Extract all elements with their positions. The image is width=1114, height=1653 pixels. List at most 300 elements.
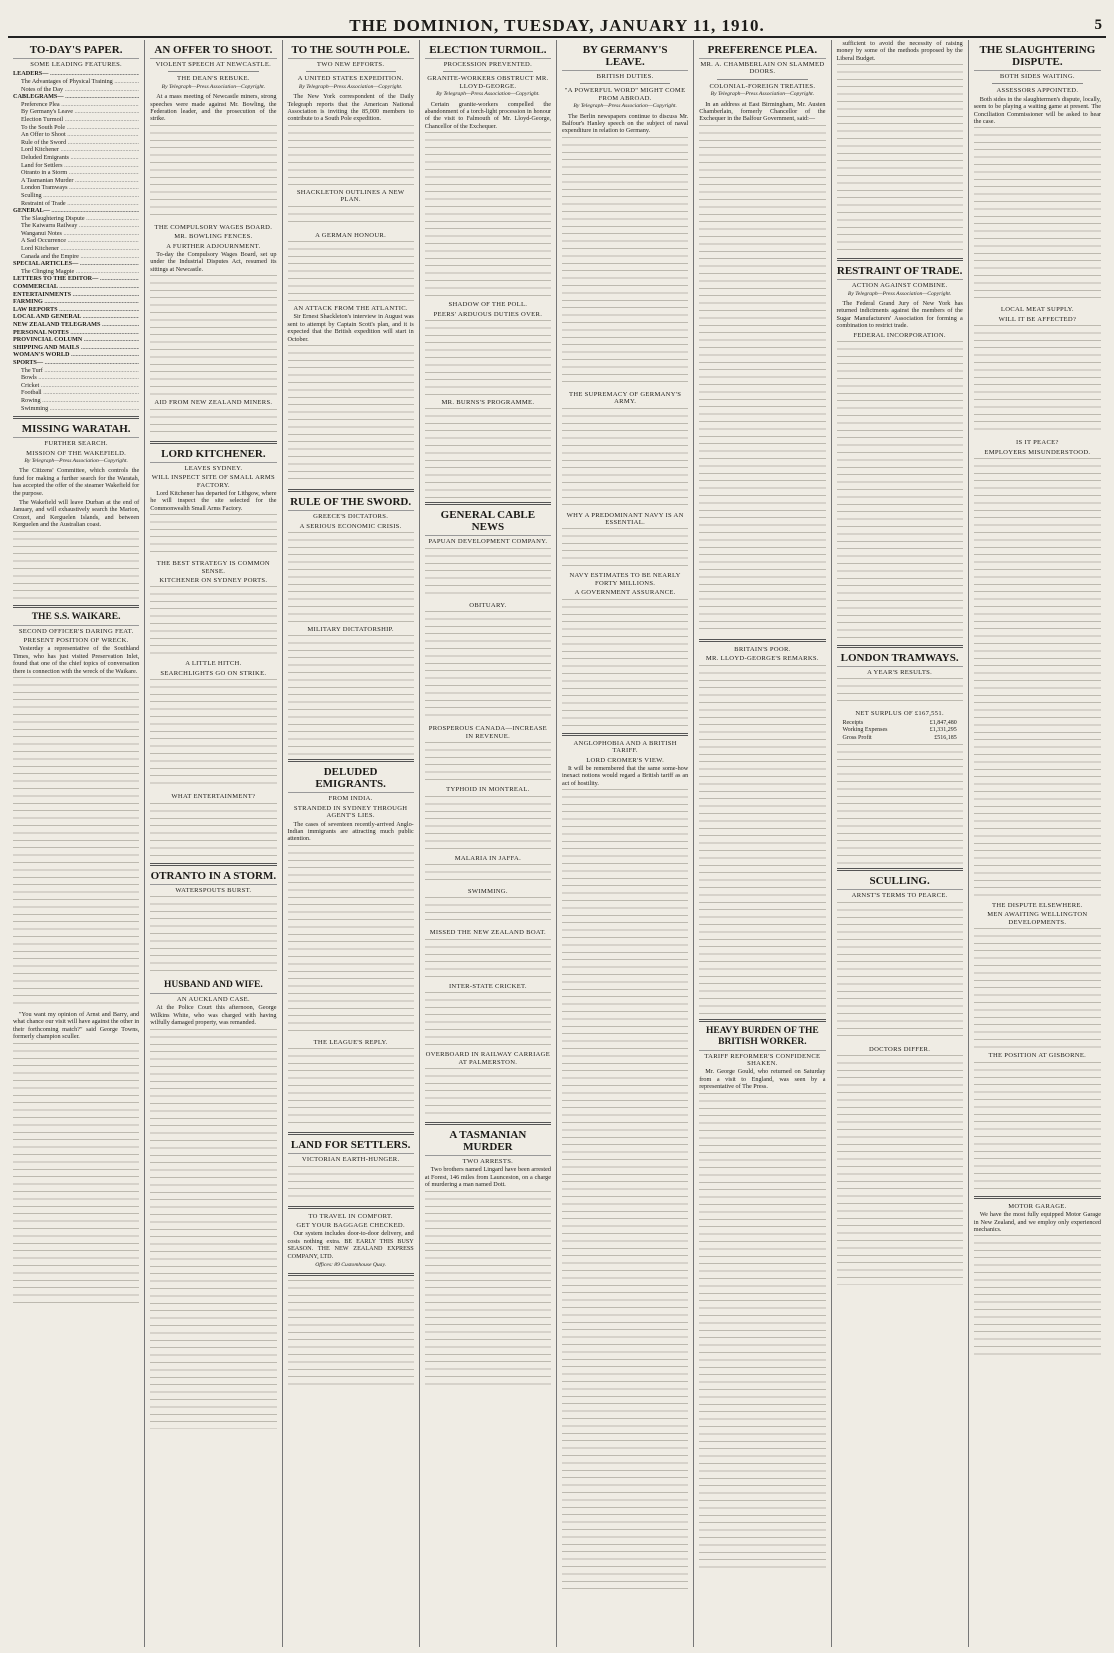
subheading: THE COMPULSORY WAGES BOARD. xyxy=(154,223,273,231)
index-entry xyxy=(13,321,139,329)
index-entry-label: LEADERS— ..... xyxy=(13,70,139,78)
table-row xyxy=(843,727,957,734)
index-entry-label: PROVINCIAL COLUMN ..... xyxy=(13,336,139,344)
subheading: NAVY ESTIMATES TO BE NEARLY FORTY MILLIONS. xyxy=(569,572,681,587)
body-text-block xyxy=(974,1062,1101,1192)
rule xyxy=(443,71,533,72)
waikare-heading: THE S.S. WAIKARE. xyxy=(13,612,139,626)
table-cell-value: £1,847,480 xyxy=(929,719,957,726)
index-entry xyxy=(13,374,139,382)
subheading: KITCHENER ON SYDNEY PORTS. xyxy=(159,576,268,584)
dateline: By Telegraph—Press Association—Copyright. xyxy=(436,91,540,98)
index-entry xyxy=(13,70,139,78)
divider xyxy=(425,1122,551,1125)
subheading: WHY A PREDOMINANT NAVY IS AN ESSENTIAL. xyxy=(566,511,684,527)
article-paragraph: Sir Ernest Shackleton's interview in August was sent to attempt by Captain Scott's plan, and it is expected that the British expedition will start in October. xyxy=(287,313,414,343)
masthead-title: THE DOMINION, TUESDAY, JANUARY 11, 1910. xyxy=(349,16,765,35)
index-entry xyxy=(13,389,139,397)
index-entry-label: LAW REPORTS ..... xyxy=(13,306,139,314)
body-text-block xyxy=(425,320,551,395)
body-text-block xyxy=(425,611,551,721)
article-paragraph: At the Police Court this afternoon, George Wilkins White, who was charged with having wilfully damaged property, was remanded. xyxy=(150,1004,277,1027)
missing-waratah-heading: MISSING WARATAH. xyxy=(13,423,139,438)
subheading: LOCAL MEAT SUPPLY. xyxy=(1000,306,1074,314)
article-paragraph: Mr. George Gould, who returned on Saturday from a visit to England, was seen by a representative of The Press. xyxy=(699,1068,826,1091)
index-entry-label: FARMING ..... xyxy=(13,298,139,306)
subheading: SWIMMING. xyxy=(467,887,508,895)
index-entry-label: Swimming ..... xyxy=(13,405,139,413)
divider xyxy=(837,258,963,261)
subheading: PRESENT POSITION OF WRECK. xyxy=(23,637,129,644)
index-entry-label: Election Turmoil ..... xyxy=(13,116,139,124)
subheading: OVERBOARD IN RAILWAY CARRIAGE AT PALMERSTON. xyxy=(425,1051,551,1066)
index-entry xyxy=(13,344,139,352)
subheading: A SERIOUS ECONOMIC CRISIS. xyxy=(299,522,402,530)
subheading: A YEAR'S RESULTS. xyxy=(867,669,933,677)
divider xyxy=(288,759,414,762)
column-3 xyxy=(283,40,420,1647)
index-entry-label: The Kaiwarra Railway ..... xyxy=(13,222,139,230)
body-text-block xyxy=(562,137,688,387)
index-entry xyxy=(13,169,139,177)
subheading: ANGLOPHOBIA AND A BRITISH TARIFF. xyxy=(573,739,677,755)
body-text-block xyxy=(13,531,139,601)
subheading: WILL IT BE AFFECTED? xyxy=(998,315,1077,323)
article-paragraph: Certain granite-workers compelled the abandonment of a torch-light procession in honour of the visit to Falmouth of Mr. Lloyd-George, Chancellor of the Exchequer. xyxy=(424,100,551,130)
subheading: PAPUAN DEVELOPMENT COMPANY. xyxy=(428,538,548,546)
article-paragraph: The New York correspondent of the Daily Telegraph reports that the American National Association is inviting the 85,000 members to contribute to a South Pole expedition. xyxy=(287,93,414,123)
subheading: BRITAIN'S POOR. xyxy=(734,645,791,653)
offer-to-shoot-heading: AN OFFER TO SHOOT. xyxy=(150,44,276,59)
index-entry-label: Preference Plea ..... xyxy=(13,101,139,109)
body-text-block xyxy=(150,1029,276,1429)
body-text-block xyxy=(425,897,551,925)
index-entry xyxy=(13,184,139,192)
body-text-block xyxy=(837,341,963,641)
subheading: INTER-STATE CRICKET. xyxy=(448,982,527,990)
advert-address: Offices: 89 Customhouse Quay. xyxy=(315,1262,387,1268)
index-entry-label: SPECIAL ARTICLES— ..... xyxy=(13,260,139,268)
body-text-block xyxy=(150,275,276,395)
article-paragraph: Lord Kitchener has departed for Lithgow, where he will inspect the site selected for the Commonwealth Small Arms Factory. xyxy=(150,489,277,512)
dateline: By Telegraph—Press Association—Copyright. xyxy=(298,83,403,90)
index-entry xyxy=(13,78,139,86)
index-entry-label: By Germany's Leave ..... xyxy=(13,108,139,116)
index-entry xyxy=(13,131,139,139)
table-cell-label: Working Expenses xyxy=(842,727,888,734)
column-5 xyxy=(557,40,694,1647)
tasmanian-murder-heading: A TASMANIAN MURDER xyxy=(425,1129,551,1156)
article-paragraph: In an address at East Birmingham, Mr. Austen Chamberlain, formerly Chancellor of the Exchequer in the Balfour Government, said:— xyxy=(699,100,826,123)
body-text-block xyxy=(974,458,1101,898)
body-text-block xyxy=(150,803,276,859)
restraint-of-trade-heading: RESTRAINT OF TRADE. xyxy=(837,265,963,280)
index-entry-label: Wanganui Notes ..... xyxy=(13,230,139,238)
article-paragraph: The cases of seventeen recently-arrived Anglo-Indian immigrants are attracting much public attention. xyxy=(287,820,414,843)
body-text-block xyxy=(425,132,551,297)
todays-paper-heading: TO-DAY'S PAPER. xyxy=(13,44,139,59)
subheading: VICTORIAN EARTH-HUNGER. xyxy=(301,1156,400,1164)
index-entry-label: PERSONAL NOTES ..... xyxy=(13,329,139,337)
index-entry xyxy=(13,283,139,291)
advert-body: We have the most fully equipped Motor Garage in New Zealand, and we employ only experienced mechanics. xyxy=(973,1211,1101,1233)
index-entry-label: The Slaughtering Dispute ..... xyxy=(13,215,139,223)
index-entry xyxy=(13,260,139,268)
index-entry xyxy=(13,275,139,283)
index-entry xyxy=(13,329,139,337)
body-text-block xyxy=(288,532,414,622)
subheading: FROM INDIA. xyxy=(328,795,373,803)
body-text-block xyxy=(837,64,963,254)
body-text-block xyxy=(974,928,1101,1048)
subheading: MR. A. CHAMBERLAIN ON SLAMMED DOORS. xyxy=(700,61,825,76)
subheading: THE POSITION AT GISBORNE. xyxy=(988,1052,1087,1060)
divider xyxy=(837,868,963,871)
index-entry xyxy=(13,139,139,147)
subheading: EMPLOYERS MISUNDERSTOOD. xyxy=(984,448,1091,456)
subheading: OBITUARY. xyxy=(469,601,507,609)
dateline: By Telegraph—Press Association—Copyright. xyxy=(710,91,815,98)
index-entry xyxy=(13,146,139,154)
divider xyxy=(288,489,414,492)
index-entry-label: NEW ZEALAND TELEGRAMS ..... xyxy=(13,321,139,329)
table-cell-label: Gross Profit xyxy=(842,734,872,741)
index-entry-label: The Turf ..... xyxy=(13,367,139,375)
body-text-block xyxy=(288,345,414,485)
subheading: MISSION OF THE WAKEFIELD. xyxy=(26,449,127,457)
rule xyxy=(992,83,1083,84)
index-entry-label: COMMERCIAL ..... xyxy=(13,283,139,291)
table-cell-value: £1,331,295 xyxy=(929,727,957,734)
subheading: ARNST'S TERMS TO PEARCE. xyxy=(851,892,948,900)
subheading: LEAVES SYDNEY. xyxy=(184,464,243,472)
subheading: COLONIAL-FOREIGN TREATIES. xyxy=(709,82,816,90)
article-paragraph: "You want my opinion of Arnst and Barry, and what chance our visit will have against the other in their forthcoming match?" said George Towns, formerly champion sculler. xyxy=(13,1011,140,1041)
germanys-leave-heading: BY GERMANY'S LEAVE. xyxy=(562,44,688,71)
body-text-block xyxy=(425,408,551,498)
subheading: A FURTHER ADJOURNMENT. xyxy=(166,242,261,250)
slaughtering-dispute-heading: THE SLAUGHTERING DISPUTE. xyxy=(974,44,1101,71)
body-text-block xyxy=(288,635,414,755)
subheading: SHACKLETON OUTLINES A NEW PLAN. xyxy=(296,188,405,204)
subheading: TWO NEW EFFORTS. xyxy=(316,61,385,68)
index-entry-label: Football ..... xyxy=(13,389,139,397)
table-row xyxy=(843,720,957,727)
index-entry-label: A Sad Occurrence ..... xyxy=(13,237,139,245)
body-text-block xyxy=(837,902,963,1042)
column-8 xyxy=(969,40,1106,1647)
index-entry xyxy=(13,268,139,276)
sculling-heading: SCULLING. xyxy=(837,875,963,890)
table-cell-value: £516,185 xyxy=(934,734,957,741)
index-entry-label: WOMAN'S WORLD ..... xyxy=(13,351,139,359)
body-text-block xyxy=(425,1191,551,1391)
body-text-block xyxy=(150,125,276,220)
lord-kitchener-heading: LORD KITCHENER. xyxy=(150,448,276,463)
article-paragraph: Two brothers named Lingard have been arrested at Forest, 146 miles from Launceston, on a charge of murdering a man named Dott. xyxy=(424,1166,551,1189)
subheading: A GOVERNMENT ASSURANCE. xyxy=(574,589,676,597)
index-entry-label: SHIPPING AND MAILS ..... xyxy=(13,344,139,352)
subheading: MR. LLOYD-GEORGE'S REMARKS. xyxy=(705,655,819,663)
table-cell-label: Receipts xyxy=(842,719,864,726)
body-text-block xyxy=(288,1280,414,1390)
subheading: THE DEAN'S REBUKE. xyxy=(177,75,250,83)
subheading: THE DISPUTE ELSEWHERE. xyxy=(992,902,1083,910)
index-entry-label: Land for Settlers ..... xyxy=(13,162,139,170)
index-entry xyxy=(13,200,139,208)
index-entry-label: Cricket ..... xyxy=(13,382,139,390)
column-6 xyxy=(694,40,831,1647)
index-entry xyxy=(13,291,139,299)
article-paragraph: Yesterday a representative of the Southland Times, who has just visited Preservation Inlet, found that one of the chief topics of conversation there is connection with the wreck of the Waikare. xyxy=(13,645,140,675)
subheading: MR. BURNS'S PROGRAMME. xyxy=(441,399,535,407)
subheading: ACTION AGAINST COMBINE. xyxy=(851,282,948,290)
subheading: FURTHER SEARCH. xyxy=(44,440,108,448)
divider xyxy=(974,1196,1101,1199)
column-1 xyxy=(8,40,145,1647)
subheading: NET SURPLUS OF £167,551. xyxy=(855,710,944,718)
index-entry xyxy=(13,192,139,200)
subheading: SEARCHLIGHTS GO ON STRIKE. xyxy=(160,669,267,677)
index-entry-label: Canada and the Empire ..... xyxy=(13,253,139,261)
body-text-block xyxy=(837,678,963,706)
husband-and-wife-heading: HUSBAND AND WIFE. xyxy=(150,980,276,994)
south-pole-heading: TO THE SOUTH POLE. xyxy=(288,44,414,59)
subheading: BRITISH DUTIES. xyxy=(596,73,654,80)
index-entry xyxy=(13,162,139,170)
column-7 xyxy=(832,40,969,1647)
subheading: AID FROM NEW ZEALAND MINERS. xyxy=(154,399,273,407)
body-text-block xyxy=(425,864,551,884)
index-entry-label: The Advantages of Physical Training ..... xyxy=(13,78,139,86)
body-text-block xyxy=(974,127,1101,302)
rule xyxy=(580,83,670,84)
index-entry xyxy=(13,86,139,94)
advert-heading: MOTOR GARAGE. xyxy=(1008,1202,1067,1210)
subheading: PROCESSION PREVENTED. xyxy=(443,61,533,68)
index-entry-label: LETTERS TO THE EDITOR— ..... xyxy=(13,275,139,283)
body-text-block xyxy=(150,409,276,437)
body-text-block xyxy=(699,665,825,1015)
subheading: A LITTLE HITCH. xyxy=(185,660,242,668)
subheading: SECOND OFFICER'S DARING FEAT. xyxy=(18,627,134,635)
divider xyxy=(699,1019,825,1022)
dateline: By Telegraph—Press Association—Copyright. xyxy=(24,457,128,464)
dateline: By Telegraph—Press Association—Copyright. xyxy=(573,103,677,110)
body-text-block xyxy=(562,789,688,1589)
table-row xyxy=(843,735,957,742)
land-for-settlers-heading: LAND FOR SETTLERS. xyxy=(288,1139,414,1154)
index-entry xyxy=(13,397,139,405)
subheading: DOCTORS DIFFER. xyxy=(869,1045,931,1053)
index-entry xyxy=(13,116,139,124)
subheading: "A POWERFUL WORD" MIGHT COME FROM ABROAD. xyxy=(564,87,686,102)
rule xyxy=(717,79,807,80)
column-grid xyxy=(8,40,1106,1647)
index-entry xyxy=(13,230,139,238)
index-entry xyxy=(13,298,139,306)
masthead xyxy=(8,6,1106,38)
index-entry xyxy=(13,245,139,253)
index-entry-label: An Offer to Shoot ..... xyxy=(13,131,139,139)
body-text-block xyxy=(699,1093,825,1573)
subheading: AN ATTACK FROM THE ATLANTIC. xyxy=(293,305,408,313)
divider xyxy=(288,1132,414,1135)
index-entry xyxy=(13,237,139,245)
subheading: A GERMAN HONOUR. xyxy=(315,231,387,239)
index-entry xyxy=(13,124,139,132)
dateline: By Telegraph—Press Association—Copyright. xyxy=(847,290,952,297)
body-text-block xyxy=(288,241,414,301)
index-entry xyxy=(13,93,139,101)
index-entry-label: Otranto in a Storm ..... xyxy=(13,169,139,177)
body-text-block xyxy=(974,325,1101,435)
index-entry xyxy=(13,382,139,390)
body-text-block xyxy=(425,992,551,1047)
index-entry-label: SPORTS— ..... xyxy=(13,359,139,367)
advert-heading: TO TRAVEL IN COMFORT. xyxy=(308,1212,393,1220)
index-entry-label: To the South Pole ..... xyxy=(13,124,139,132)
body-text-block xyxy=(837,744,963,864)
contents-index xyxy=(13,70,139,412)
subheading: A UNITED STATES EXPEDITION. xyxy=(297,75,404,83)
article-paragraph: The Citizens' Committee, which controls the fund for making a further search for the Waratah, has accepted the offer of the steamer Wakefield for the purpose. xyxy=(13,467,140,497)
body-text-block xyxy=(425,939,551,979)
divider xyxy=(425,502,551,505)
article-paragraph: The Wakefield will leave Durban at the end of January, and will exhaustively search the Marion, Crozet, and Kerguelen Islands, and between Kerguelen and the Australian coast. xyxy=(13,498,140,529)
subheading: MR. BOWLING FENCES. xyxy=(174,233,253,241)
index-entry-label: ENTERTAINMENTS ..... xyxy=(13,291,139,299)
divider xyxy=(288,1206,414,1209)
body-text-block xyxy=(562,408,688,508)
rule-of-the-sword-heading: RULE OF THE SWORD. xyxy=(288,496,414,511)
divider xyxy=(288,1273,414,1276)
general-cable-news-heading: GENERAL CABLE NEWS xyxy=(425,509,551,536)
index-entry-label: Lord Kitchener ..... xyxy=(13,245,139,253)
body-text-block xyxy=(13,677,139,1007)
subheading: MILITARY DICTATORSHIP. xyxy=(307,625,394,633)
column-2 xyxy=(145,40,282,1647)
index-entry-label: Lord Kitchener ..... xyxy=(13,146,139,154)
subheading: SHADOW OF THE POLL. xyxy=(448,301,528,309)
index-entry-label: A Tasmanian Murder ..... xyxy=(13,177,139,185)
subheading: FEDERAL INCORPORATION. xyxy=(853,331,946,339)
subheading: MISSED THE NEW ZEALAND BOAT. xyxy=(429,929,547,937)
preference-plea-heading: PREFERENCE PLEA. xyxy=(699,44,825,59)
article-paragraph: The Berlin newspapers continue to discuss Mr. Balfour's Hanley speech on the subject of naval expenditure in relation to Germany. xyxy=(562,112,689,135)
index-entry-label: Deluded Emigrants ..... xyxy=(13,154,139,162)
otranto-heading: OTRANTO IN A STORM. xyxy=(150,870,276,885)
index-entry-label: LOCAL AND GENERAL ..... xyxy=(13,313,139,321)
body-text-block xyxy=(288,1166,414,1202)
divider xyxy=(699,639,825,642)
subheading: IS IT PEACE? xyxy=(1016,439,1059,447)
body-text-block xyxy=(974,1235,1101,1355)
subheading: MEN AWAITING WELLINGTON DEVELOPMENTS. xyxy=(987,911,1088,926)
body-text-block xyxy=(562,528,688,568)
body-text-block xyxy=(150,679,276,789)
index-entry-label: Notes of the Day ..... xyxy=(13,86,139,94)
index-entry xyxy=(13,405,139,413)
heavy-burden-heading: HEAVY BURDEN OF THE BRITISH WORKER. xyxy=(699,1026,825,1051)
index-entry xyxy=(13,313,139,321)
subheading: TWO ARRESTS. xyxy=(462,1157,514,1165)
index-entry-label: Rowing ..... xyxy=(13,397,139,405)
index-entry-label: GENERAL— ..... xyxy=(13,207,139,215)
body-text-block xyxy=(150,896,276,976)
article-paragraph: Both sides in the slaughtermen's dispute, locally, seem to be playing a waiting game at present. The Conciliation Commissioner will be asked to hear the case. xyxy=(973,95,1101,126)
index-entry-label: Bowls ..... xyxy=(13,374,139,382)
index-entry xyxy=(13,108,139,116)
body-text-block xyxy=(699,125,825,635)
index-entry xyxy=(13,367,139,375)
article-paragraph: sufficient to avoid the necessity of raising money by some of the methods proposed by the Liberal Budget. xyxy=(836,40,963,62)
index-entry xyxy=(13,177,139,185)
tramways-figures-table xyxy=(843,720,957,742)
leading-features-subheading: SOME LEADING FEATURES. xyxy=(30,61,123,68)
subheading: PROSPEROUS CANADA—INCREASE IN REVENUE. xyxy=(428,725,547,740)
subheading: THE LEAGUE'S REPLY. xyxy=(313,1038,388,1046)
body-text-block xyxy=(425,1068,551,1118)
index-entry xyxy=(13,207,139,215)
divider xyxy=(837,645,963,648)
subheading: LORD CROMER'S VIEW. xyxy=(586,756,665,764)
body-text-block xyxy=(425,796,551,851)
index-entry xyxy=(13,215,139,223)
index-entry xyxy=(13,101,139,109)
column-4 xyxy=(420,40,557,1647)
subheading: BOTH SIDES WAITING. xyxy=(999,73,1075,80)
rule xyxy=(306,71,396,72)
subheading: WILL INSPECT SITE OF SMALL ARMS FACTORY. xyxy=(151,474,275,489)
subheading: GRANITE-WORKERS OBSTRUCT MR. LLOYD-GEORGE. xyxy=(427,75,549,90)
subheading: MALARIA IN JAFFA. xyxy=(454,854,522,862)
body-text-block xyxy=(150,514,276,556)
index-entry-label: Restraint of Trade ..... xyxy=(13,200,139,208)
article-paragraph: It will be remembered that the same some-how inexact notions would regard a British tariff as an act of hostility. xyxy=(562,764,689,787)
index-entry-label: CABLEGRAMS— ..... xyxy=(13,93,139,101)
index-entry-label: The Clinging Magpie ..... xyxy=(13,268,139,276)
divider xyxy=(13,605,139,608)
rule xyxy=(168,71,258,72)
body-text-block xyxy=(288,1048,414,1128)
subheading: TARIFF REFORMER'S CONFIDENCE SHAKEN. xyxy=(704,1052,821,1068)
index-entry-label: Sculling ..... xyxy=(13,192,139,200)
divider xyxy=(562,733,688,736)
advert-body: Our system includes door-to-door delivery, and costs nothing extra. BE EARLY THIS BUSY SEASON. THE NEW ZEALAND EXPRESS COMPANY, LTD. xyxy=(287,1230,414,1260)
subheading: GREECE'S DICTATORS. xyxy=(313,513,389,521)
divider xyxy=(13,416,139,419)
index-entry-label: London Tramways ..... xyxy=(13,184,139,192)
subheading: THE SUPREMACY OF GERMANY'S ARMY. xyxy=(569,390,682,406)
subheading: WHAT ENTERTAINMENT? xyxy=(171,793,256,801)
subheading: AN AUCKLAND CASE. xyxy=(176,995,250,1003)
index-entry xyxy=(13,222,139,230)
divider xyxy=(150,441,276,444)
subheading: STRANDED IN SYDNEY THROUGH AGENT'S LIES. xyxy=(293,804,408,820)
subheading: TYPHOID IN MONTREAL. xyxy=(446,786,530,794)
index-entry xyxy=(13,154,139,162)
index-entry xyxy=(13,253,139,261)
index-entry xyxy=(13,359,139,367)
subheading: PEERS' ARDUOUS DUTIES OVER. xyxy=(433,310,543,318)
subheading: ASSESSORS APPOINTED. xyxy=(996,87,1079,95)
body-text-block xyxy=(13,1043,139,1303)
divider xyxy=(150,863,276,866)
dateline: By Telegraph—Press Association—Copyright. xyxy=(161,83,266,90)
body-text-block xyxy=(288,845,414,1035)
subheading: WATERSPOUTS BURST. xyxy=(175,886,252,894)
